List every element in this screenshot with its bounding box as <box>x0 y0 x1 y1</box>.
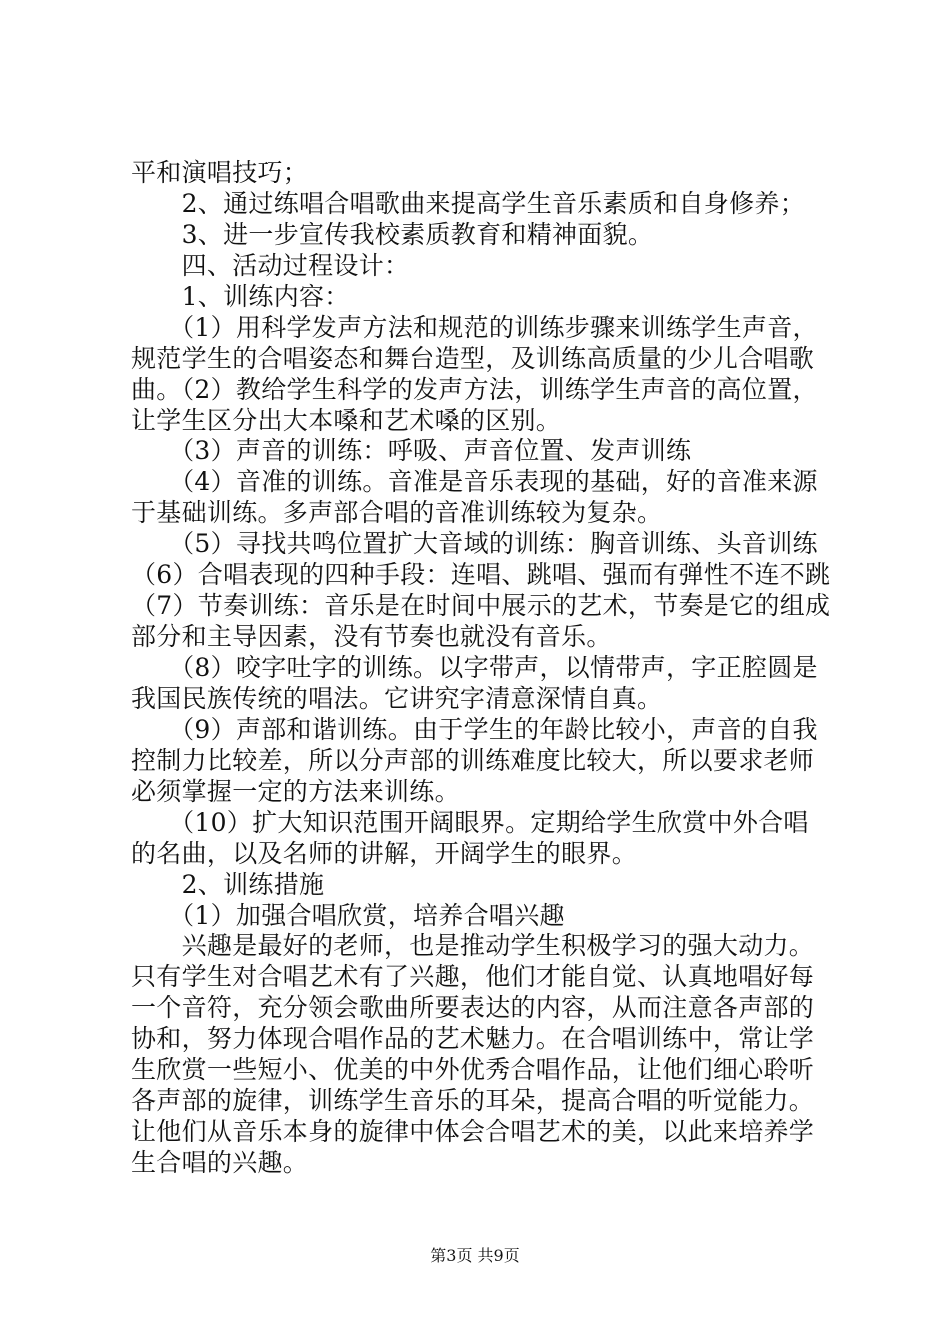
text-line: 生合唱的兴趣。 <box>131 1148 309 1177</box>
text-line: 各声部的旋律，训练学生音乐的耳朵，提高合唱的听觉能力。 <box>131 1086 815 1116</box>
text-line: 必须掌握一定的方法来训练。 <box>131 776 460 806</box>
text-line: 的名曲，以及名师的讲解，开阔学生的眼界。 <box>131 838 638 868</box>
text-line: 让他们从音乐本身的旋律中体会合唱艺术的美，以此来培养学 <box>131 1117 815 1147</box>
text-line: 兴趣是最好的老师，也是推动学生积极学习的强大动力。 <box>131 931 815 961</box>
text-line: 协和，努力体现合唱作品的艺术魅力。在合唱训练中，常让学 <box>131 1024 815 1054</box>
text-line: （4）音准的训练。音准是音乐表现的基础，好的音准来源 <box>131 467 818 497</box>
text-line: 1、训练内容： <box>131 281 350 311</box>
text-line: 平和演唱技巧； <box>131 158 309 187</box>
text-line: （1）加强合唱欣赏，培养合唱兴趣 <box>131 900 565 930</box>
text-line: 于基础训练。多声部合唱的音准训练较为复杂。 <box>131 498 663 528</box>
text-line: （3）声音的训练：呼吸、声音位置、发声训练 <box>131 436 692 466</box>
text-line: 2、训练措施 <box>131 869 325 899</box>
text-line: 我国民族传统的唱法。它讲究字清意深情自真。 <box>131 683 663 713</box>
text-line: （1）用科学发声方法和规范的训练步骤来训练学生声音， <box>131 312 818 342</box>
text-line: （7）节奏训练：音乐是在时间中展示的艺术，节奏是它的组成 <box>131 591 831 621</box>
text-line: （6）合唱表现的四种手段：连唱、跳唱、强而有弹性不连不跳 <box>131 560 831 590</box>
text-line: （5）寻找共鸣位置扩大音域的训练：胸音训练、头音训练 <box>131 529 818 559</box>
text-line: 2、通过练唱合唱歌曲来提高学生音乐素质和自身修养； <box>131 188 806 218</box>
text-line: 控制力比较差，所以分声部的训练难度比较大，所以要求老师 <box>131 745 815 775</box>
text-line: 生欣赏一些短小、优美的中外优秀合唱作品，让他们细心聆听 <box>131 1055 815 1085</box>
text-line: 规范学生的合唱姿态和舞台造型，及训练高质量的少儿合唱歌 <box>131 343 815 373</box>
text-line: （8）咬字吐字的训练。以字带声，以情带声，字正腔圆是 <box>131 653 818 682</box>
text-line: 一个音符，充分领会歌曲所要表达的内容，从而注意各声部的 <box>131 993 815 1023</box>
text-line: 部分和主导因素，没有节奏也就没有音乐。 <box>131 622 612 652</box>
page-footer: 第3页 共9页 <box>430 1246 520 1265</box>
text-line: （10）扩大知识范围开阔眼界。定期给学生欣赏中外合唱 <box>131 807 809 837</box>
text-line: 3、进一步宣传我校素质教育和精神面貌。 <box>131 219 654 249</box>
text-line: 只有学生对合唱艺术有了兴趣，他们才能自觉、认真地唱好每 <box>131 962 815 992</box>
text-line: 让学生区分出大本嗓和艺术嗓的区别。 <box>131 405 562 435</box>
text-line: 四、活动过程设计： <box>131 250 410 280</box>
text-line: 曲。（2）教给学生科学的发声方法，训练学生声音的高位置， <box>131 374 818 404</box>
text-line: （9）声部和谐训练。由于学生的年龄比较小，声音的自我 <box>131 714 818 744</box>
